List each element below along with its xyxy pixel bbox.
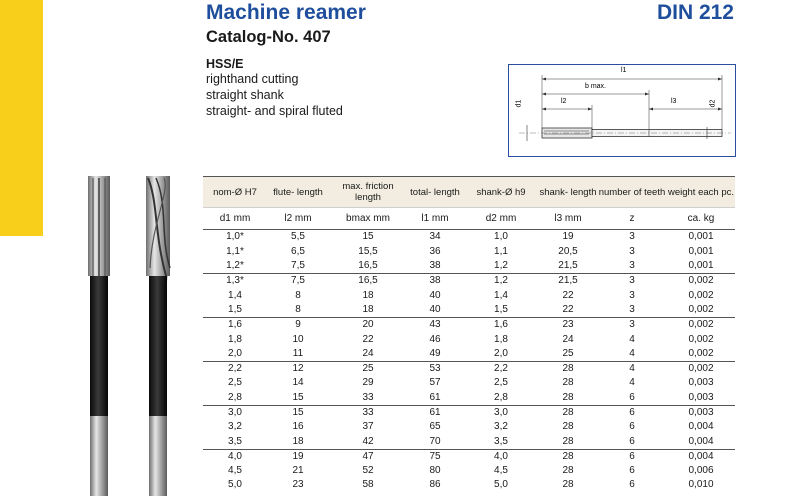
table-cell: 28 bbox=[562, 391, 574, 403]
table-cell: 1,4 bbox=[494, 289, 508, 301]
table-row bbox=[203, 347, 735, 362]
feature-flute: straight- and spiral fluted bbox=[206, 104, 343, 118]
table-cell: 70 bbox=[429, 435, 441, 447]
table-row bbox=[203, 405, 735, 420]
table-cell: 86 bbox=[429, 479, 441, 491]
table-cell: 15 bbox=[362, 231, 374, 243]
table-cell: 28 bbox=[539, 405, 597, 420]
table-cell: 4 bbox=[629, 333, 635, 345]
table-cell: 4,5 bbox=[494, 465, 508, 477]
table-cell: 24 bbox=[562, 333, 574, 345]
table-cell: 3,2 bbox=[494, 421, 508, 433]
table-cell: 0,004 bbox=[688, 421, 714, 433]
table-cell: 3,5 bbox=[494, 435, 508, 447]
table-row bbox=[203, 449, 735, 464]
dim-label-d2: d2 bbox=[709, 99, 717, 108]
col-header-total-length: total- length bbox=[407, 177, 463, 208]
table-symbol-row bbox=[203, 208, 735, 230]
table-cell: 18 bbox=[292, 435, 304, 447]
table-cell: 11 bbox=[292, 347, 304, 359]
table-row bbox=[203, 318, 735, 333]
table-cell: 2,0 bbox=[228, 347, 242, 359]
table-cell: 6 bbox=[629, 421, 635, 433]
table-cell: 2,2 bbox=[463, 361, 539, 376]
symbol-l2: l2 mm bbox=[267, 208, 329, 230]
dim-label-bmax: b max. bbox=[585, 83, 607, 90]
specification-table bbox=[203, 176, 735, 493]
table-cell: 28 bbox=[562, 465, 574, 477]
table-cell: 15 bbox=[267, 405, 329, 420]
table-cell: 1,5 bbox=[228, 303, 242, 315]
table-cell: 7,5 bbox=[291, 260, 305, 272]
table-cell: 19 bbox=[562, 231, 574, 243]
table-cell: 0,002 bbox=[667, 318, 735, 333]
table-cell: 6 bbox=[629, 465, 635, 477]
col-header-shank-length: shank- length bbox=[539, 177, 597, 208]
symbol-l1: l1 mm bbox=[407, 208, 463, 230]
table-cell: 12 bbox=[267, 361, 329, 376]
table-cell: 4 bbox=[629, 347, 635, 359]
table-cell: 21,5 bbox=[539, 274, 597, 289]
table-cell: 2,2 bbox=[203, 361, 267, 376]
catalog-number: Catalog-No. 407 bbox=[206, 28, 331, 46]
table-cell: 18 bbox=[362, 289, 374, 301]
table-cell: 38 bbox=[407, 274, 463, 289]
table-cell: 7,5 bbox=[267, 274, 329, 289]
table-cell: 3 bbox=[597, 318, 667, 333]
table-cell: 1,6 bbox=[203, 318, 267, 333]
table-cell: 14 bbox=[292, 377, 304, 389]
table-cell: 3,5 bbox=[228, 435, 242, 447]
table-cell: 3 bbox=[629, 231, 635, 243]
table-row bbox=[203, 464, 735, 478]
table-cell: 6 bbox=[597, 405, 667, 420]
table-cell: 3,0 bbox=[203, 405, 267, 420]
table-cell: 0,001 bbox=[688, 260, 714, 272]
table-cell: 29 bbox=[362, 377, 374, 389]
table-cell: 20 bbox=[329, 318, 407, 333]
table-cell: 1,2 bbox=[463, 274, 539, 289]
col-header-teeth: number of teeth bbox=[597, 177, 667, 208]
page-title: Machine reamer bbox=[206, 1, 366, 24]
table-cell: 52 bbox=[362, 465, 374, 477]
table-row bbox=[203, 434, 735, 449]
table-cell: 36 bbox=[429, 245, 441, 257]
yellow-section-tab bbox=[0, 0, 43, 236]
table-row bbox=[203, 259, 735, 274]
table-cell: 37 bbox=[362, 421, 374, 433]
table-cell: 2,0 bbox=[494, 347, 508, 359]
table-cell: 61 bbox=[407, 405, 463, 420]
table-cell: 24 bbox=[362, 347, 374, 359]
table-cell: 4,0 bbox=[463, 449, 539, 464]
symbol-z: z bbox=[597, 208, 667, 230]
table-cell: 46 bbox=[429, 333, 441, 345]
table-cell: 1,6 bbox=[463, 318, 539, 333]
table-cell: 0,002 bbox=[688, 303, 714, 315]
table-cell: 16,5 bbox=[358, 260, 378, 272]
reamer-dimension-drawing bbox=[509, 65, 735, 156]
table-cell: 75 bbox=[407, 449, 463, 464]
table-cell: 8 bbox=[295, 303, 301, 315]
table-row bbox=[203, 376, 735, 390]
symbol-d1: d1 mm bbox=[203, 208, 267, 230]
table-cell: 65 bbox=[429, 421, 441, 433]
table-cell: 28 bbox=[539, 449, 597, 464]
table-cell: 3 bbox=[629, 303, 635, 315]
table-cell: 2,5 bbox=[228, 377, 242, 389]
symbol-weight: ca. kg bbox=[667, 208, 735, 230]
table-cell: 4 bbox=[629, 377, 635, 389]
table-cell: 28 bbox=[562, 421, 574, 433]
table-cell: 33 bbox=[362, 391, 374, 403]
table-cell: 3 bbox=[597, 274, 667, 289]
feature-shank: straight shank bbox=[206, 88, 284, 102]
table-cell: 3,2 bbox=[228, 421, 242, 433]
table-cell: 22 bbox=[362, 333, 374, 345]
table-cell: 5,5 bbox=[291, 231, 305, 243]
table-cell: 6 bbox=[629, 479, 635, 491]
table-cell: 57 bbox=[429, 377, 441, 389]
table-header-row bbox=[203, 177, 735, 208]
table-cell: 0,001 bbox=[688, 231, 714, 243]
table-cell: 1,4 bbox=[228, 289, 242, 301]
table-cell: 38 bbox=[429, 260, 441, 272]
table-cell: 0,004 bbox=[688, 435, 714, 447]
table-cell: 1,2 bbox=[494, 260, 508, 272]
table-cell: 0,003 bbox=[688, 377, 714, 389]
table-cell: 28 bbox=[539, 361, 597, 376]
table-cell: 25 bbox=[329, 361, 407, 376]
col-header-flute-length: flute- length bbox=[267, 177, 329, 208]
table-cell: 1,2* bbox=[226, 260, 244, 272]
table-cell: 2,8 bbox=[494, 391, 508, 403]
table-row bbox=[203, 288, 735, 302]
table-cell: 49 bbox=[429, 347, 441, 359]
spiral-fluted-reamer bbox=[146, 176, 170, 496]
table-cell: 1,5 bbox=[494, 303, 508, 315]
table-cell: 0,002 bbox=[688, 347, 714, 359]
table-cell: 23 bbox=[292, 479, 304, 491]
reamer-product-image bbox=[78, 172, 198, 496]
table-cell: 6 bbox=[597, 449, 667, 464]
table-cell: 15,5 bbox=[358, 245, 378, 257]
table-cell: 16,5 bbox=[329, 274, 407, 289]
standard-label: DIN 212 bbox=[656, 1, 734, 24]
table-cell: 0,002 bbox=[688, 289, 714, 301]
table-cell: 15 bbox=[292, 391, 304, 403]
table-cell: 2,8 bbox=[228, 391, 242, 403]
table-cell: 3 bbox=[629, 289, 635, 301]
technical-drawing bbox=[508, 64, 736, 157]
straight-fluted-reamer bbox=[88, 176, 110, 496]
table-cell: 28 bbox=[562, 377, 574, 389]
table-cell: 0,003 bbox=[688, 391, 714, 403]
col-header-friction-length: max. friction length bbox=[329, 177, 407, 208]
col-header-weight: weight each pc. bbox=[667, 177, 735, 208]
table-cell: 42 bbox=[362, 435, 374, 447]
dim-label-d1: d1 bbox=[515, 99, 523, 108]
table-cell: 0,002 bbox=[667, 274, 735, 289]
dim-label-l3: l3 bbox=[671, 98, 677, 105]
table-row bbox=[203, 245, 735, 259]
table-cell: 1,8 bbox=[228, 333, 242, 345]
table-cell: 40 bbox=[429, 303, 441, 315]
table-cell: 34 bbox=[429, 231, 441, 243]
table-cell: 23 bbox=[539, 318, 597, 333]
table-cell: 4 bbox=[597, 361, 667, 376]
table-cell: 6 bbox=[629, 391, 635, 403]
col-header-shank-diameter: shank-Ø h9 bbox=[463, 177, 539, 208]
material-label: HSS/E bbox=[206, 57, 244, 71]
dim-label-l2: l2 bbox=[561, 98, 567, 105]
table-cell: 61 bbox=[429, 391, 441, 403]
table-cell: 9 bbox=[267, 318, 329, 333]
table-cell: 4,0 bbox=[203, 449, 267, 464]
table-cell: 8 bbox=[295, 289, 301, 301]
table-cell: 6,5 bbox=[291, 245, 305, 257]
table-cell: 22 bbox=[562, 303, 574, 315]
col-header-nom-diameter: nom-Ø H7 bbox=[203, 177, 267, 208]
feature-cutting: righthand cutting bbox=[206, 72, 299, 86]
table-cell: 28 bbox=[562, 479, 574, 491]
table-cell: 33 bbox=[329, 405, 407, 420]
symbol-bmax: bmax mm bbox=[329, 208, 407, 230]
table-row bbox=[203, 230, 735, 245]
table-cell: 0,002 bbox=[667, 361, 735, 376]
table-cell: 19 bbox=[267, 449, 329, 464]
table-cell: 16 bbox=[292, 421, 304, 433]
table-cell: 43 bbox=[407, 318, 463, 333]
symbol-l3: l3 mm bbox=[539, 208, 597, 230]
table-cell: 18 bbox=[362, 303, 374, 315]
table-row bbox=[203, 478, 735, 492]
table-cell: 58 bbox=[362, 479, 374, 491]
table-cell: 0,003 bbox=[667, 405, 735, 420]
table-cell: 1,1* bbox=[226, 245, 244, 257]
table-cell: 1,0* bbox=[226, 231, 244, 243]
table-row bbox=[203, 332, 735, 346]
table-cell: 53 bbox=[407, 361, 463, 376]
table-cell: 0,004 bbox=[667, 449, 735, 464]
table-row bbox=[203, 361, 735, 376]
table-cell: 1,3* bbox=[203, 274, 267, 289]
table-cell: 40 bbox=[429, 289, 441, 301]
table-cell: 1,8 bbox=[494, 333, 508, 345]
table-row bbox=[203, 391, 735, 406]
table-cell: 4,5 bbox=[228, 465, 242, 477]
table-cell: 80 bbox=[429, 465, 441, 477]
table-row bbox=[203, 420, 735, 434]
table-cell: 0,010 bbox=[688, 479, 714, 491]
table-cell: 3 bbox=[629, 260, 635, 272]
table-cell: 2,5 bbox=[494, 377, 508, 389]
table-cell: 10 bbox=[292, 333, 304, 345]
table-cell: 6 bbox=[629, 435, 635, 447]
dim-label-l1: l1 bbox=[621, 67, 627, 74]
table-row bbox=[203, 303, 735, 318]
table-cell: 25 bbox=[562, 347, 574, 359]
symbol-d2: d2 mm bbox=[463, 208, 539, 230]
table-cell: 0,002 bbox=[688, 333, 714, 345]
table-row bbox=[203, 274, 735, 289]
table-cell: 1,0 bbox=[494, 231, 508, 243]
table-cell: 5,0 bbox=[228, 479, 242, 491]
table-cell: 21 bbox=[292, 465, 304, 477]
table-cell: 5,0 bbox=[494, 479, 508, 491]
table-cell: 0,006 bbox=[688, 465, 714, 477]
table-cell: 47 bbox=[329, 449, 407, 464]
table-cell: 28 bbox=[562, 435, 574, 447]
table-cell: 22 bbox=[562, 289, 574, 301]
table-cell: 3,0 bbox=[463, 405, 539, 420]
table-cell: 1,1 bbox=[494, 245, 508, 257]
table-body bbox=[203, 230, 735, 493]
table-cell: 0,001 bbox=[688, 245, 714, 257]
table-cell: 21,5 bbox=[558, 260, 578, 272]
table-cell: 3 bbox=[629, 245, 635, 257]
table-cell: 20,5 bbox=[558, 245, 578, 257]
